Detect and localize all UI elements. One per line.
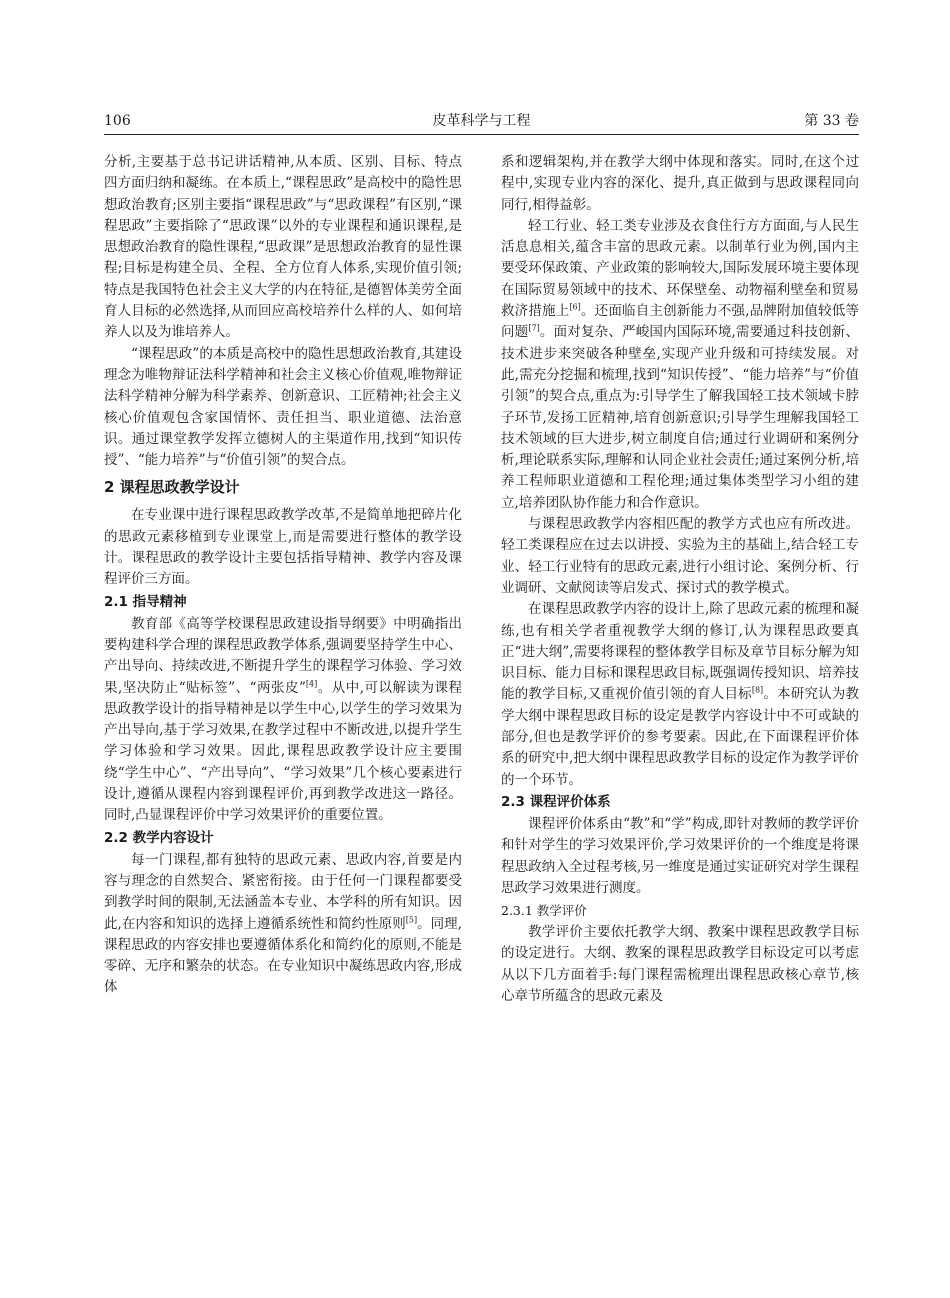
paragraph: “课程思政”的本质是高校中的隐性思想政治教育,其建设理念为唯物辩证法科学精神和社会主义核心价值观,唯物辩证法科学精神分解为科学素养、创新意识、工匠精神;社会主义核心价值观包含家国情怀、责任担当、职业道德、法治意识。通过课堂教学发挥立德树人的主渠道作用,找到“知识传授”、“能力培养”与“价值引领”的契合点。 [104, 345, 462, 469]
subsection-heading: 2.1 指导精神 [104, 593, 187, 610]
journal-title: 皮革科学与工程 [432, 113, 531, 129]
right-column [501, 152, 859, 1007]
paragraph: 课程评价体系由“教”和“学”构成,即针对教师的教学评价和针对学生的学习效果评价,学习效果评价的一个维度是将课程思政纳入全过程考核,另一维度是通过实证研究对学生课程思政学习效果进行测度。 [501, 815, 859, 896]
page-number: 106 [104, 113, 131, 129]
paragraph [104, 850, 462, 999]
text-run: 。从中,可以解读为课程思政教学设计的指导精神是以学生中心,以学生的学习效果为产出导向,基于学习效果,在教学过程中不断改进,以提升学生学习体验和学习效果。因此,课程思政教学设计应主要围绕“学生中心”、“产出导向”、“学习效果”几个核心要素进行设计,遵循从课程内容到课程评价,再到教学改进这一路径。同时,凸显课程评价中学习效果评价的重要位置。 [104, 679, 462, 824]
paragraph: 分析,主要基于总书记讲话精神,从本质、区别、目标、特点四方面归纳和凝练。在本质上,“课程思政”是高校中的隐性思想政治教育;区别主要指“课程思政”与“思政课程”有区别,“课程思政”主要指除了“思政课”以外的专业课程和通识课程,是思想政治教育的隐性课程,“思政课”是思想政治教育的显性课程;目标是构建全员、全程、全方位育人体系,实现价值引领;特点是我国特色社会主义大学的内在特征,是德智体美劳全面育人目标的必然选择,从而回应高校培养什么样的人、如何培养人以及为谁培养人。 [104, 154, 462, 341]
text-run: 。还面临自主创新能力不强,品牌附加值较低等问题 [501, 303, 859, 341]
paragraph: 在专业课中进行课程思政教学改革,不是简单地把碎片化的思政元素移植到专业课堂上,而是需要进行整体的教学设计。课程思政的教学设计主要包括指导精神、教学内容及课程评价三方面。 [104, 507, 462, 588]
text-run: 。本研究认为教学大纲中课程思政目标的设定是教学内容设计中不可或缺的部分,但也是教学评价的参考要素。因此,在下面课程评价体系的研究中,把大纲中课程思政教学目标的设定作为教学评价的一个环节。 [501, 686, 859, 788]
text-run: 。面对复杂、严峻国内国际环境,需要通过科技创新、技术进步来突破各种壁垒,实现产业升级和可持续发展。对此,需充分挖掘和梳理,找到“知识传授”、“能力培养”与“价值引领”的契合点,重点为:引导学生了解我国轻工技术领域卡脖子环节,发扬工匠精神,培育创新意识;引导学生理解我国轻工技术领域的巨大进步,树立制度自信;通过行业调研和案例分析,理论联系实际,理解和认同企业社会责任;通过案例分析,培养工程师职业道德和工程伦理;通过集体类型学习小组的建立,培养团队协作能力和合作意识。 [501, 324, 859, 511]
text-run: 轻工行业、轻工类专业涉及衣食住行方方面面,与人民生活息息相关,蕴含丰富的思政元素。以制革行业为例,国内主要受环保政策、产业政策的影响较大,国际发展环境主要体现在国际贸易领域中的技术、环保壁垒、动物福利壁垒和贸易救济措施上 [501, 217, 859, 320]
paragraph: 教学评价主要依托教学大纲、教案中课程思政教学目标的设定进行。大纲、教案的课程思政教学目标设定可以考虑从以下几方面着手:每门课程需梳理出课程思政核心章节,核心章节所蕴含的思政元素及 [501, 924, 859, 1004]
running-header [104, 112, 859, 132]
text-run: 。同理,课程思政的内容安排也要遵循体系化和简约化的原则,不能是零碎、无序和繁杂的状态。在专业知识中凝练思政内容,形成体 [104, 915, 462, 996]
volume-label: 第 33 卷 [804, 113, 859, 129]
citation-ref: [5] [405, 915, 418, 924]
citation-ref: [8] [751, 685, 764, 695]
subsubsection-heading: 2.3.1 教学评价 [501, 903, 587, 919]
text-run: 教育部《高等学校课程思政建设指导纲要》中明确指出要构建科学合理的课程思政教学体系,强调要坚持学生中心、产出导向、持续改进,不断提升学生的课程学习体验、学习效果,坚决防止“贴标签”、“两张皮” [104, 615, 462, 696]
paragraph [501, 599, 859, 791]
left-column [104, 152, 462, 999]
text-run: 在课程思政教学内容的设计上,除了思政元素的梳理和凝练,也有相关学者重视教学大纲的修订,认为课程思政要真正“进大纲”,需要将课程的整体教学目标及章节目标分解为知识目标、能力目标和课程思政目标,既强调传授知识、培养技能的教学目标,又重视价值引领的育人目标 [501, 601, 859, 703]
paragraph: 系和逻辑架构,并在教学大纲中体现和落实。同时,在这个过程中,实现专业内容的深化、提升,真正做到与思政课程同向同行,相得益彰。 [501, 154, 859, 213]
section-heading: 2 课程思政教学设计 [104, 478, 240, 497]
paragraph [501, 216, 859, 514]
paragraph [104, 614, 462, 827]
citation-ref: [7] [528, 323, 540, 333]
paragraph: 与课程思政教学内容相匹配的教学方式也应有所改进。轻工类课程应在过去以讲授、实验为主的基础上,结合轻工专业、轻工行业特有的思政元素,进行小组讨论、案例分析、行业调研、文献阅读等启发式、探讨式的教学模式。 [501, 516, 859, 596]
citation-ref: [4] [305, 679, 318, 689]
subsection-heading: 2.2 教学内容设计 [104, 829, 214, 846]
citation-ref: [6] [569, 302, 581, 312]
subsection-heading: 2.3 课程评价体系 [501, 793, 611, 810]
text-run: 每一门课程,都有独特的思政元素、思政内容,首要是内容与理念的自然契合、紧密衔接。由于任何一门课程都要受到教学时间的限制,无法涵盖本专业、本学科的所有知识。因此,在内容和知识的选择上遵循系统性和简约性原则 [104, 851, 462, 932]
header-rule [104, 134, 859, 135]
